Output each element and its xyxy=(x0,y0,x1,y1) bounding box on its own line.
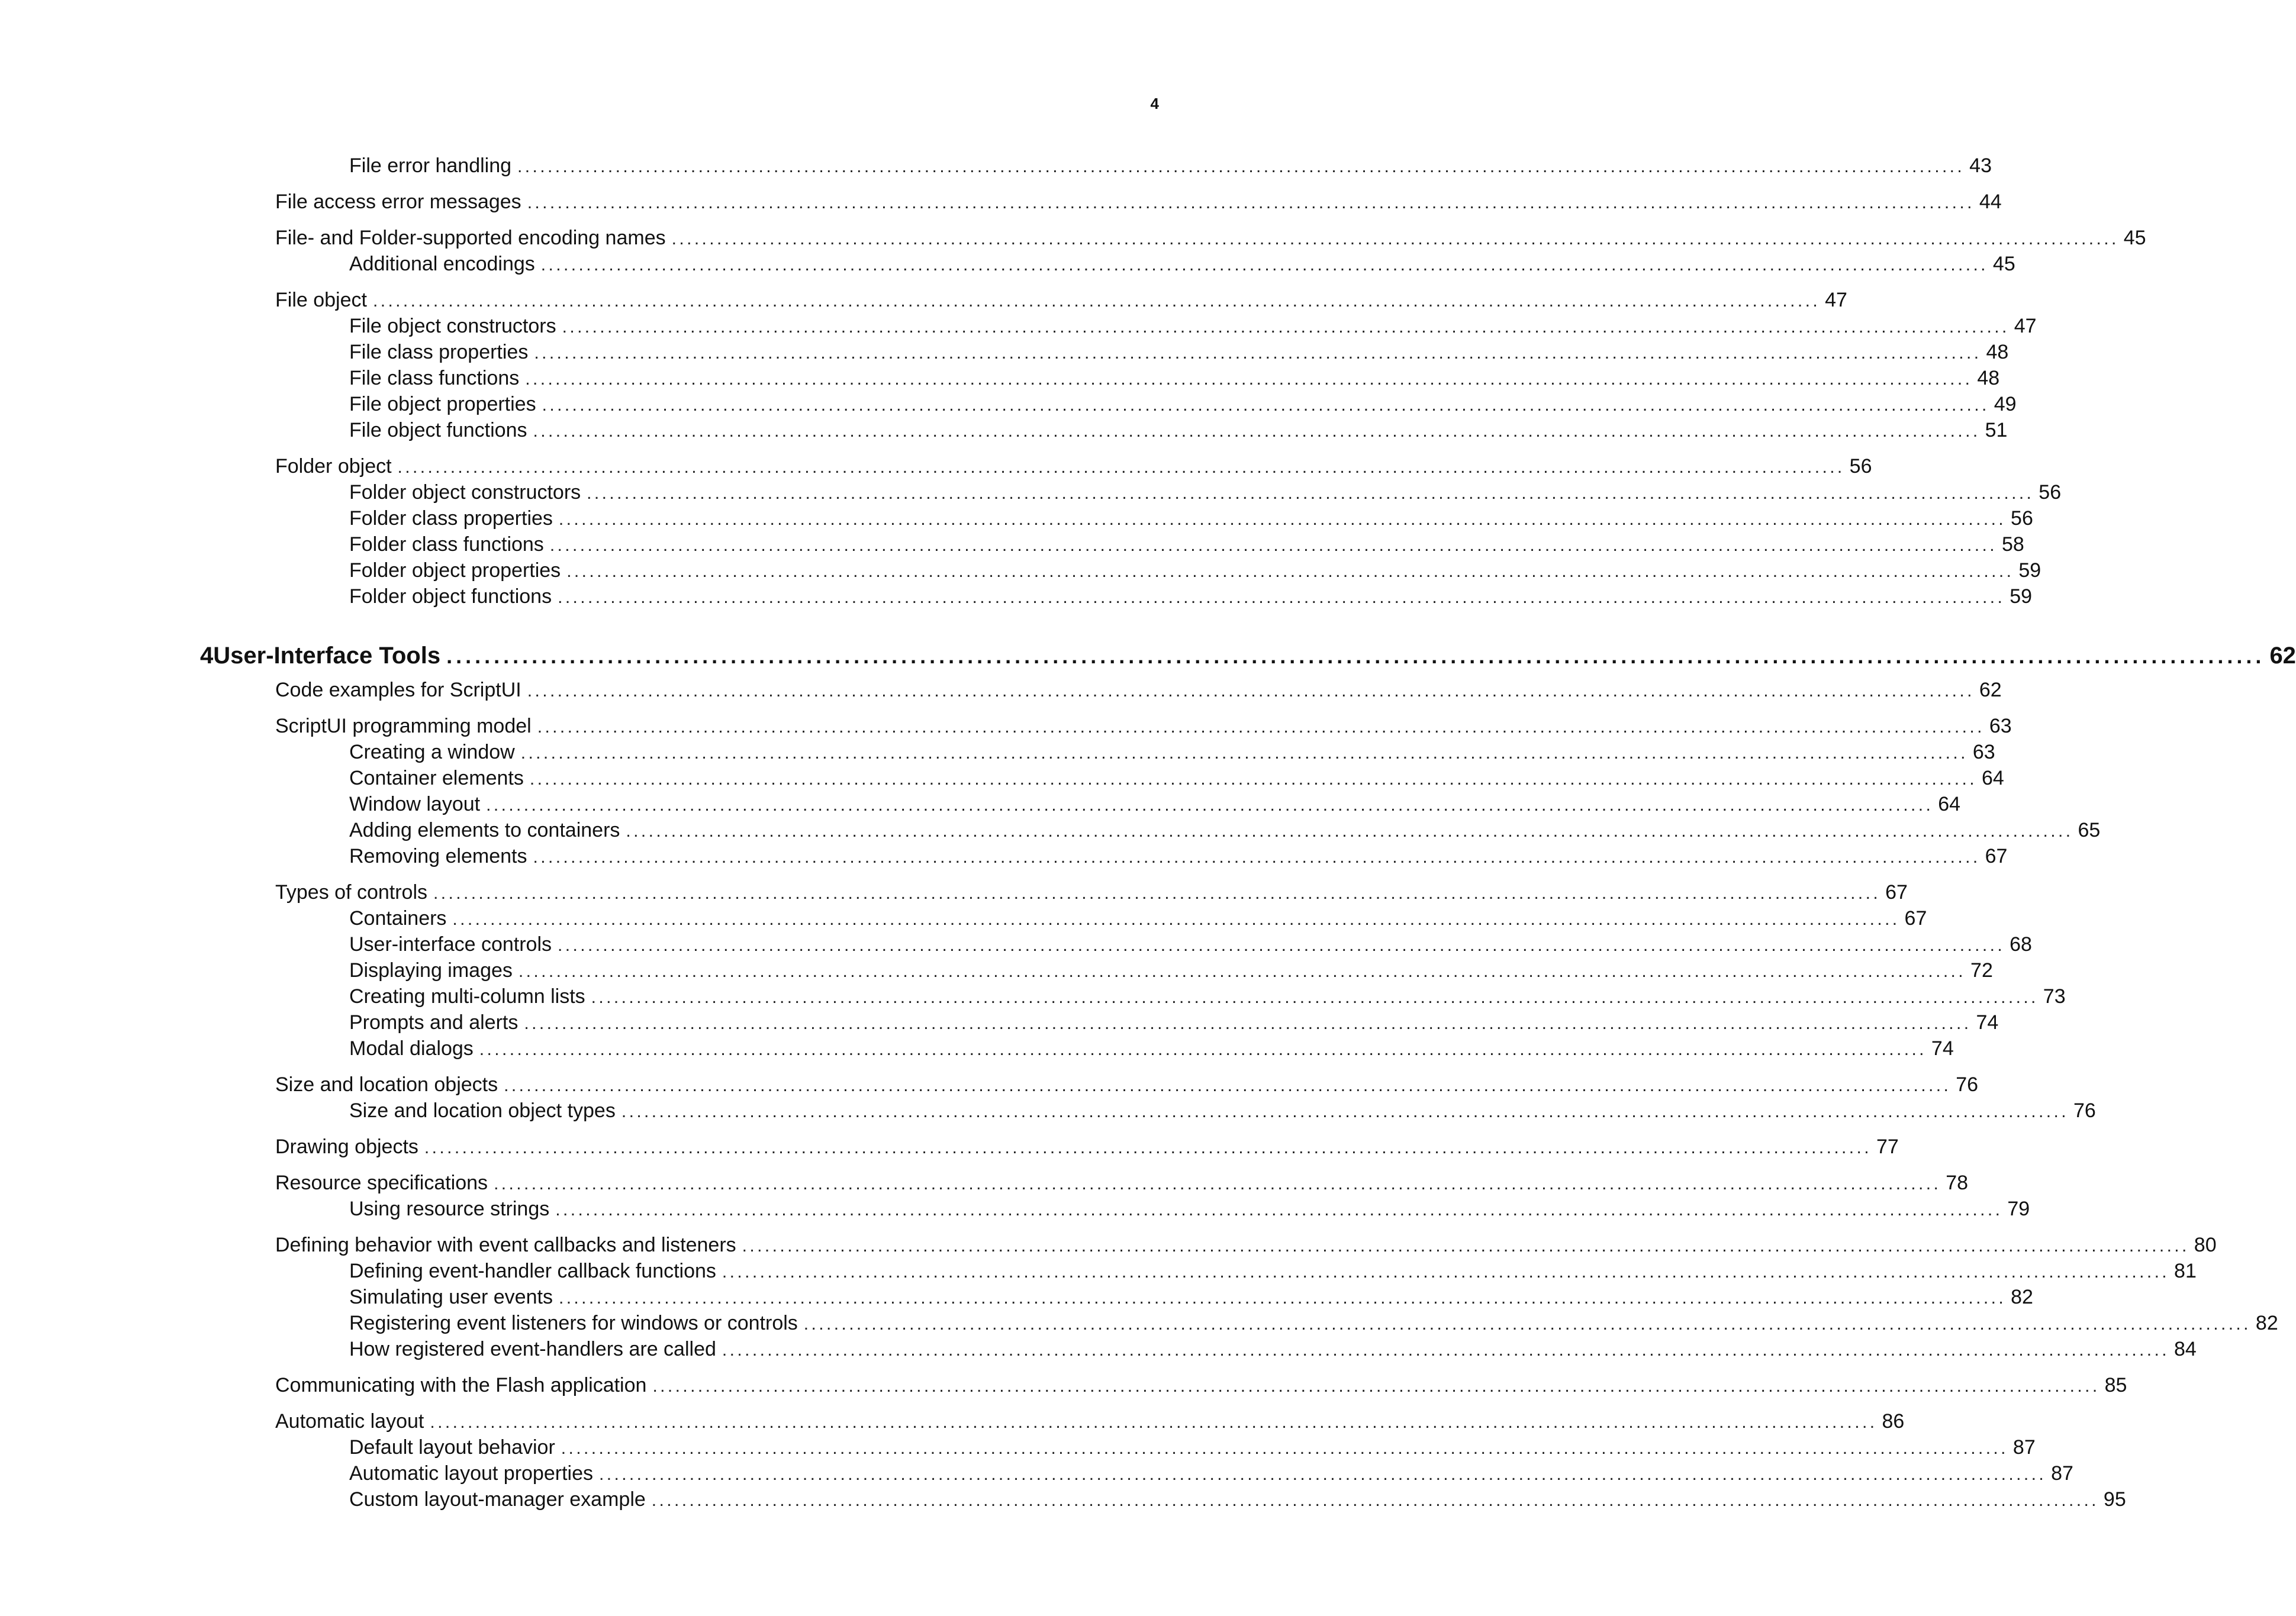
entry-title: Types of controls xyxy=(275,881,428,904)
dot-leader: ................................................................................................................................................................................................ xyxy=(722,1340,2170,1360)
dot-leader: ................................................................................................................................................................................................ xyxy=(626,821,2073,841)
toc-subsection-entry[interactable] xyxy=(349,505,2033,531)
dot-leader: ................................................................................................................................................................................................ xyxy=(566,562,2014,581)
entry-title: File access error messages xyxy=(275,191,521,213)
dot-leader: ................................................................................................................................................................................................ xyxy=(446,644,2265,668)
toc-section-entry[interactable] xyxy=(275,1372,2127,1398)
entry-title: How registered event-handlers are called xyxy=(349,1338,716,1360)
toc-subsection-entry[interactable] xyxy=(349,391,2017,417)
dot-leader: ................................................................................................................................................................................................ xyxy=(527,681,1975,701)
toc-section-entry[interactable] xyxy=(275,713,2012,739)
dot-leader: ................................................................................................................................................................................................ xyxy=(520,743,1968,763)
toc-subsection-entry[interactable] xyxy=(349,1310,2278,1336)
toc-subsection-entry[interactable] xyxy=(349,1196,2030,1222)
entry-page-number: 51 xyxy=(1985,419,2008,441)
toc-entries-after xyxy=(0,677,2278,1512)
entry-page-number: 49 xyxy=(1994,393,2017,415)
entry-page-number: 44 xyxy=(1979,191,2002,213)
toc-section-entry[interactable] xyxy=(275,677,2002,703)
toc-entries-before xyxy=(0,153,2146,609)
entry-title: File object functions xyxy=(349,419,527,441)
toc-subsection-entry[interactable] xyxy=(349,1036,1954,1062)
entry-title: Size and location object types xyxy=(349,1099,616,1122)
toc-subsection-entry[interactable] xyxy=(349,1434,2036,1460)
toc-section-entry[interactable] xyxy=(275,1072,1979,1098)
entry-page-number: 74 xyxy=(1976,1011,1999,1034)
table-of-contents xyxy=(0,153,2296,1512)
entry-page-number: 47 xyxy=(1825,289,1847,311)
entry-title: Adding elements to containers xyxy=(349,819,620,841)
entry-title: Folder object functions xyxy=(349,585,552,608)
dot-leader: ................................................................................................................................................................................................ xyxy=(558,509,2007,529)
entry-page-number: 78 xyxy=(1946,1172,1969,1194)
dot-leader: ................................................................................................................................................................................................ xyxy=(518,962,1966,981)
entry-page-number: 58 xyxy=(2001,533,2024,556)
entry-page-number: 62 xyxy=(1979,679,2002,701)
entry-title: Default layout behavior xyxy=(349,1436,555,1459)
entry-page-number: 87 xyxy=(2012,1436,2036,1459)
entry-page-number: 56 xyxy=(1849,455,1872,478)
entry-page-number: 74 xyxy=(1931,1037,1954,1060)
entry-page-number: 67 xyxy=(1985,845,2008,867)
dot-leader: ................................................................................................................................................................................................ xyxy=(527,193,1975,212)
dot-leader: ................................................................................................................................................................................................ xyxy=(534,343,1982,363)
entry-page-number: 72 xyxy=(1970,959,1993,982)
dot-leader: ................................................................................................................................................................................................ xyxy=(452,909,1900,929)
dot-leader: ................................................................................................................................................................................................ xyxy=(525,369,1973,389)
dot-leader: ................................................................................................................................................................................................ xyxy=(555,1200,2003,1220)
entry-title: Container elements xyxy=(349,767,524,789)
toc-subsection-entry[interactable] xyxy=(349,765,2004,791)
entry-page-number: 87 xyxy=(2051,1462,2073,1485)
entry-title: File error handling xyxy=(349,154,512,177)
entry-title: Displaying images xyxy=(349,959,513,982)
entry-page-number: 95 xyxy=(2103,1488,2126,1511)
entry-title: Folder object xyxy=(275,455,392,478)
toc-subsection-entry[interactable] xyxy=(349,531,2024,557)
dot-leader: ................................................................................................................................................................................................ xyxy=(529,769,1977,789)
toc-subsection-entry[interactable] xyxy=(349,251,2015,277)
dot-leader: ................................................................................................................................................................................................ xyxy=(558,588,2005,607)
entry-title: Window layout xyxy=(349,793,481,815)
entry-page-number: 59 xyxy=(2018,559,2041,582)
dot-leader: ................................................................................................................................................................................................ xyxy=(504,1076,1952,1095)
entry-title: File class properties xyxy=(349,341,529,363)
toc-subsection-entry[interactable] xyxy=(349,1486,2126,1512)
entry-title: Creating multi-column lists xyxy=(349,985,585,1008)
entry-title: Creating a window xyxy=(349,741,515,763)
dot-leader: ................................................................................................................................................................................................ xyxy=(598,1465,2047,1484)
toc-section-entry[interactable] xyxy=(275,287,1847,313)
dot-leader: ................................................................................................................................................................................................ xyxy=(591,988,2039,1007)
dot-leader: ................................................................................................................................................................................................ xyxy=(486,795,1934,815)
dot-leader: ................................................................................................................................................................................................ xyxy=(397,457,1845,477)
entry-title: Registering event listeners for windows or controls xyxy=(349,1312,798,1334)
entry-page-number: 63 xyxy=(1989,715,2012,737)
dot-leader: ................................................................................................................................................................................................ xyxy=(722,1262,2170,1282)
toc-subsection-entry[interactable] xyxy=(349,843,2008,869)
entry-page-number: 85 xyxy=(2104,1374,2127,1396)
entry-page-number: 64 xyxy=(1981,767,2004,789)
toc-section-entry[interactable] xyxy=(275,225,2146,251)
dot-leader: ................................................................................................................................................................................................ xyxy=(558,1288,2007,1308)
toc-subsection-entry[interactable] xyxy=(349,817,2101,843)
dot-leader: ................................................................................................................................................................................................ xyxy=(549,536,1997,555)
entry-page-number: 47 xyxy=(2014,315,2037,337)
entry-title: Communicating with the Flash application xyxy=(275,1374,647,1396)
entry-title: Folder object constructors xyxy=(349,481,581,504)
toc-section-entry[interactable] xyxy=(275,1134,1899,1160)
dot-leader: ................................................................................................................................................................................................ xyxy=(494,1174,1941,1194)
toc-subsection-entry[interactable] xyxy=(349,905,1927,931)
dot-leader: ................................................................................................................................................................................................ xyxy=(479,1040,1927,1059)
dot-leader: ................................................................................................................................................................................................ xyxy=(517,157,1965,176)
toc-section-entry[interactable] xyxy=(275,1408,1905,1434)
entry-page-number: 48 xyxy=(1986,341,2009,363)
dot-leader: ................................................................................................................................................................................................ xyxy=(537,717,1985,737)
dot-leader: ................................................................................................................................................................................................ xyxy=(524,1014,1972,1033)
toc-subsection-entry[interactable] xyxy=(349,791,1961,817)
toc-subsection-entry[interactable] xyxy=(349,1284,2033,1310)
entry-page-number: 76 xyxy=(2073,1099,2096,1122)
entry-title: Defining behavior with event callbacks and listeners xyxy=(275,1234,736,1256)
chapter-title: User-Interface Tools xyxy=(213,643,441,669)
entry-title: Folder object properties xyxy=(349,559,561,582)
toc-subsection-entry[interactable] xyxy=(349,957,1993,983)
entry-title: Simulating user events xyxy=(349,1286,553,1308)
entry-page-number: 76 xyxy=(1956,1073,1979,1096)
entry-title: Modal dialogs xyxy=(349,1037,474,1060)
entry-title: Folder class functions xyxy=(349,533,544,556)
dot-leader: ................................................................................................................................................................................................ xyxy=(671,229,2119,249)
entry-title: Using resource strings xyxy=(349,1198,550,1220)
dot-leader: ................................................................................................................................................................................................ xyxy=(803,1314,2251,1334)
entry-title: Size and location objects xyxy=(275,1073,498,1096)
toc-subsection-entry[interactable] xyxy=(349,313,2037,339)
entry-title: Folder class properties xyxy=(349,507,553,530)
toc-section-entry[interactable] xyxy=(275,1170,1969,1196)
dot-leader: ................................................................................................................................................................................................ xyxy=(621,1102,2069,1121)
entry-title: File object properties xyxy=(349,393,536,415)
entry-page-number: 48 xyxy=(1977,367,2000,389)
entry-title: File- and Folder-supported encoding names xyxy=(275,227,666,249)
entry-title: ScriptUI programming model xyxy=(275,715,532,737)
chapter-heading[interactable] xyxy=(0,638,2296,673)
entry-page-number: 63 xyxy=(1972,741,1995,763)
dot-leader: ................................................................................................................................................................................................ xyxy=(430,1412,1878,1432)
entry-title: Prompts and alerts xyxy=(349,1011,519,1034)
page-number: 4 xyxy=(1150,95,1159,112)
entry-page-number: 82 xyxy=(2255,1312,2278,1334)
entry-page-number: 79 xyxy=(2007,1198,2030,1220)
toc-subsection-entry[interactable] xyxy=(349,153,1992,179)
toc-subsection-entry[interactable] xyxy=(349,479,2062,505)
entry-title: Custom layout-manager example xyxy=(349,1488,646,1511)
entry-title: File object constructors xyxy=(349,315,556,337)
toc-subsection-entry[interactable] xyxy=(349,1009,1999,1036)
toc-subsection-entry[interactable] xyxy=(349,1258,2197,1284)
dot-leader: ................................................................................................................................................................................................ xyxy=(652,1376,2100,1396)
entry-title: File class functions xyxy=(349,367,520,389)
toc-subsection-entry[interactable] xyxy=(349,983,2066,1009)
toc-subsection-entry[interactable] xyxy=(349,557,2041,583)
toc-subsection-entry[interactable] xyxy=(349,365,2000,391)
toc-subsection-entry[interactable] xyxy=(349,339,2009,365)
toc-section-entry[interactable] xyxy=(275,453,1872,479)
dot-leader: ................................................................................................................................................................................................ xyxy=(424,1138,1872,1157)
entry-page-number: 67 xyxy=(1885,881,1908,904)
toc-subsection-entry[interactable] xyxy=(349,417,2008,443)
toc-subsection-entry[interactable] xyxy=(349,931,2032,957)
dot-leader: ................................................................................................................................................................................................ xyxy=(533,421,1981,441)
toc-subsection-entry[interactable] xyxy=(349,1460,2073,1486)
dot-leader: ................................................................................................................................................................................................ xyxy=(651,1491,2099,1510)
dot-leader: ................................................................................................................................................................................................ xyxy=(561,1438,2008,1458)
entry-title: Drawing objects xyxy=(275,1136,418,1158)
chapter-page: 62 xyxy=(2269,643,2296,669)
entry-page-number: 45 xyxy=(2123,227,2146,249)
toc-section-entry[interactable] xyxy=(275,1232,2217,1258)
entry-page-number: 68 xyxy=(2010,933,2032,956)
entry-title: Removing elements xyxy=(349,845,527,867)
chapter-number: 4 xyxy=(200,643,214,669)
entry-title: Automatic layout xyxy=(275,1410,424,1433)
entry-title: Containers xyxy=(349,907,447,930)
entry-page-number: 73 xyxy=(2043,985,2066,1008)
dot-leader: ................................................................................................................................................................................................ xyxy=(558,936,2005,955)
dot-leader: ................................................................................................................................................................................................ xyxy=(433,883,1881,903)
entry-title: Additional encodings xyxy=(349,253,535,275)
entry-page-number: 86 xyxy=(1882,1410,1905,1433)
entry-page-number: 80 xyxy=(2194,1234,2217,1256)
dot-leader: ................................................................................................................................................................................................ xyxy=(587,483,2034,503)
entry-page-number: 84 xyxy=(2174,1338,2197,1360)
entry-page-number: 67 xyxy=(1904,907,1927,930)
entry-page-number: 81 xyxy=(2174,1260,2197,1282)
entry-page-number: 82 xyxy=(2011,1286,2033,1308)
entry-page-number: 64 xyxy=(1938,793,1961,815)
entry-page-number: 56 xyxy=(2039,481,2062,504)
toc-subsection-entry[interactable] xyxy=(349,583,2033,609)
entry-page-number: 59 xyxy=(2010,585,2033,608)
entry-page-number: 65 xyxy=(2078,819,2101,841)
toc-section-entry[interactable] xyxy=(275,879,1908,905)
entry-title: Code examples for ScriptUI xyxy=(275,679,521,701)
toc-subsection-entry[interactable] xyxy=(349,739,1995,765)
dot-leader: ................................................................................................................................................................................................ xyxy=(540,255,1988,275)
entry-title: Resource specifications xyxy=(275,1172,488,1194)
entry-title: Defining event-handler callback functions xyxy=(349,1260,716,1282)
entry-title: Automatic layout properties xyxy=(349,1462,593,1485)
dot-leader: ................................................................................................................................................................................................ xyxy=(742,1236,2189,1256)
entry-page-number: 43 xyxy=(1969,154,1992,177)
entry-title: User-interface controls xyxy=(349,933,552,956)
toc-subsection-entry[interactable] xyxy=(349,1098,2096,1124)
toc-subsection-entry[interactable] xyxy=(349,1336,2197,1362)
entry-title: File object xyxy=(275,289,367,311)
entry-page-number: 77 xyxy=(1876,1136,1899,1158)
dot-leader: ................................................................................................................................................................................................ xyxy=(533,847,1981,867)
dot-leader: ................................................................................................................................................................................................ xyxy=(372,291,1821,311)
entry-page-number: 45 xyxy=(1992,253,2015,275)
entry-page-number: 56 xyxy=(2011,507,2033,530)
toc-section-entry[interactable] xyxy=(275,189,2002,215)
dot-leader: ................................................................................................................................................................................................ xyxy=(562,317,2010,337)
dot-leader: ................................................................................................................................................................................................ xyxy=(542,395,1989,415)
